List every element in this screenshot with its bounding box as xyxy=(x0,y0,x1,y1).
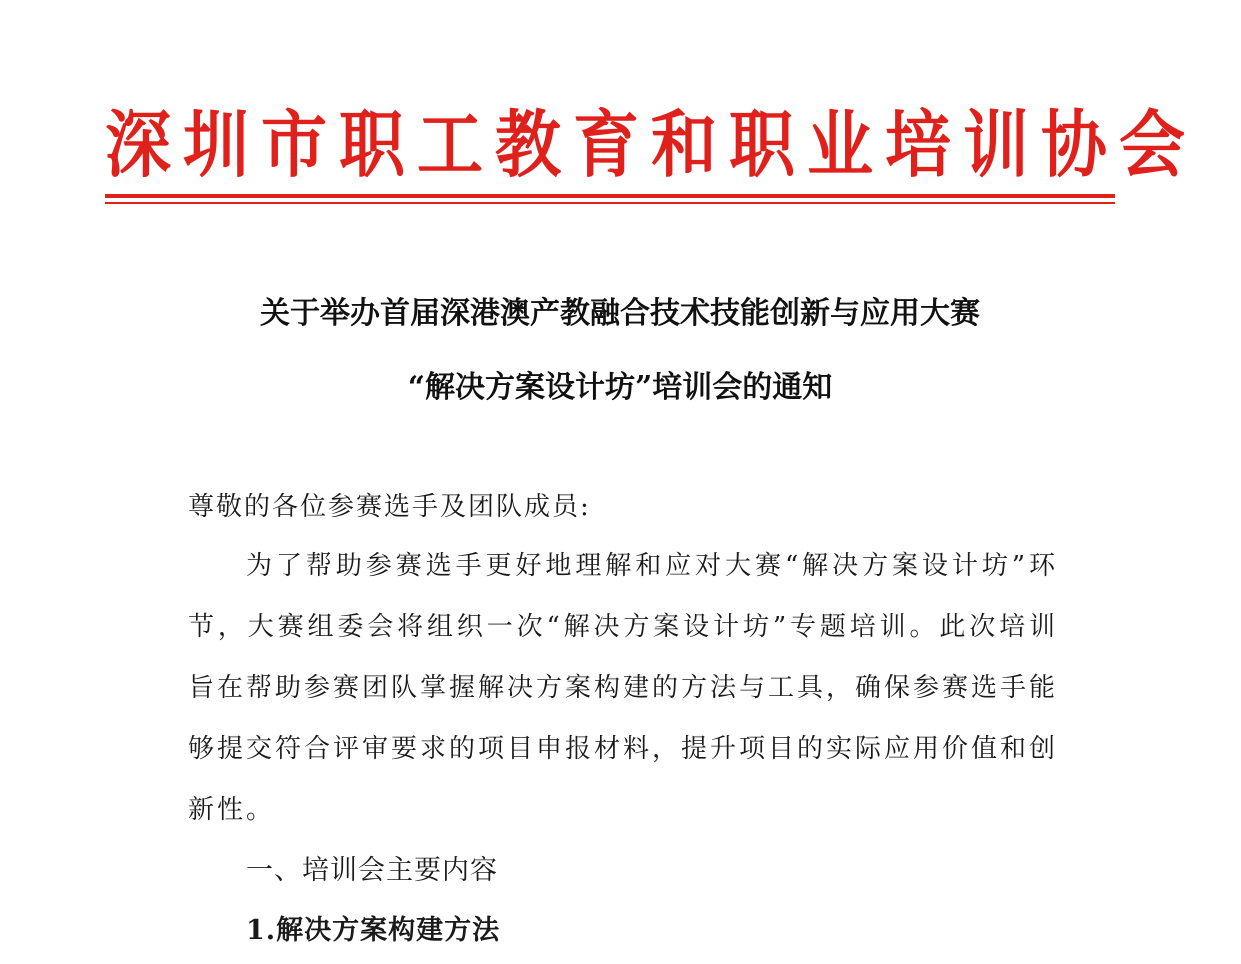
letterhead xyxy=(105,96,1197,196)
notice-title-line-2: “解决方案设计坊”培训会的通知 xyxy=(407,370,833,405)
body-paragraph: 为了帮助参赛选手更好地理解和应对大赛“解决方案设计坊”环节，大赛组委会将组织一次“解决方案设计坊”专题培训。此次培训旨在帮助参赛团队掌握解决方案构建的方法与工具，确保参赛选手能够提交符合评审要求的项目申报材料，提升项目的实际应用价值和创新性。 xyxy=(188,551,1059,825)
section-heading: 一、培训会主要内容 xyxy=(246,855,498,886)
letterhead-rule-thick xyxy=(105,194,1115,198)
salutation: 尊敬的各位参赛选手及团队成员: xyxy=(188,492,591,522)
sub-heading: 1.解决方案构建方法 xyxy=(246,915,501,946)
letterhead-rule-thin xyxy=(105,202,1115,204)
notice-title-line-1: 关于举办首届深港澳产教融合技术技能创新与应用大赛 xyxy=(260,296,980,331)
organization-name: 深圳市职工教育和职业培训协会 xyxy=(105,103,1197,188)
